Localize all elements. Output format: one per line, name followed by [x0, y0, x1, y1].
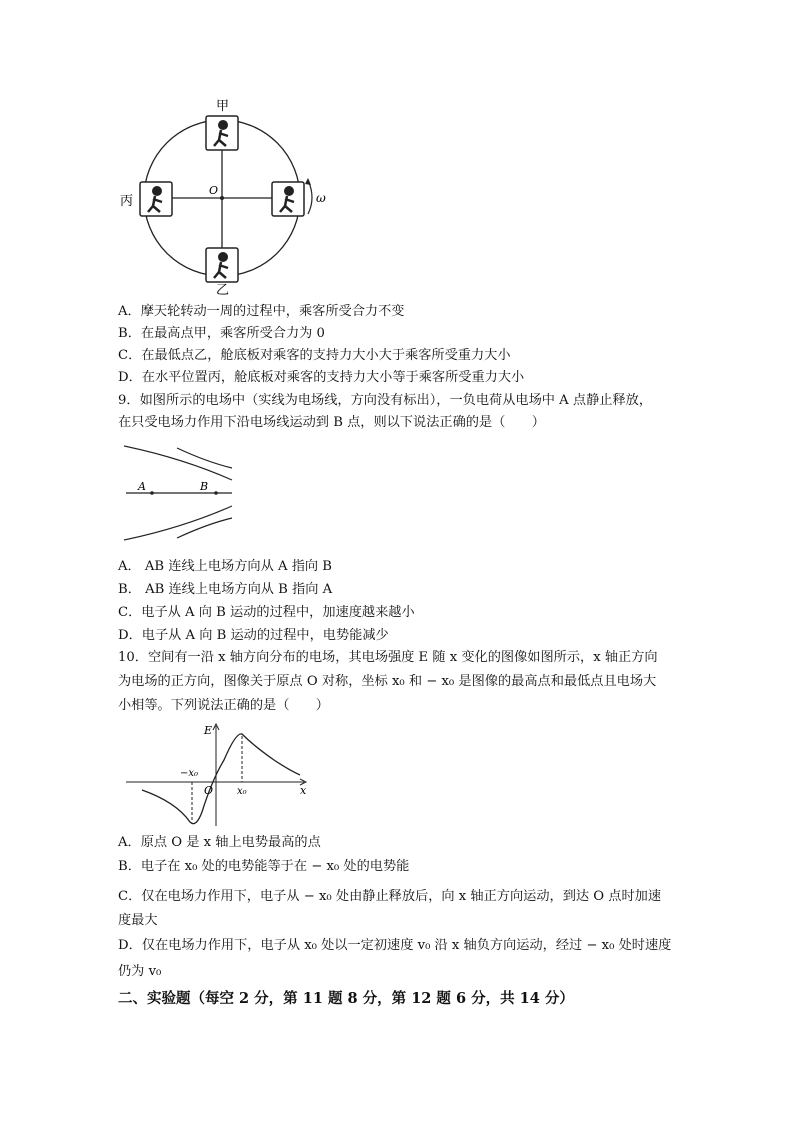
label-o: O — [204, 784, 214, 797]
ferris-wheel-figure — [118, 96, 338, 296]
q10-option-d-line-2: 仍为 v₀ — [118, 964, 162, 979]
field-line-top-inner — [177, 448, 232, 468]
q10-option-b: B．电子在 x₀ 处的电势能等于在 − x₀ 处的电势能 — [118, 859, 410, 874]
cabin-top — [206, 116, 238, 150]
q9-stem-line-1: 9．如图所示的电场中（实线为电场线，方向没有标出），一负电荷从电场中 A 点静止释放， — [118, 393, 653, 408]
q9-stem-line-2: 在只受电场力作用下沿电场线运动到 B 点，则以下说法正确的是（ ） — [118, 415, 545, 430]
q10-option-c-line-2: 度最大 — [118, 913, 158, 928]
section-heading: 二、实验题（每空 2 分，第 11 题 8 分，第 12 题 6 分，共 14 分） — [118, 990, 574, 1007]
q8-option-a: A．摩天轮转动一周的过程中，乘客所受合力不变 — [118, 304, 405, 319]
cabin-bottom — [206, 248, 238, 282]
point-b — [214, 491, 218, 495]
field-lines-figure — [122, 440, 242, 545]
label-x0: x₀ — [237, 786, 247, 797]
q9-option-a: A． AB 连线上电场方向从 A 指向 B — [118, 559, 332, 574]
q10-stem-line-3: 小相等。下列说法正确的是（ ） — [118, 698, 329, 713]
q9-option-c: C．电子从 A 向 B 运动的过程中，加速度越来越小 — [118, 605, 415, 620]
cabin-right — [272, 182, 304, 216]
cabin-left — [140, 182, 172, 216]
field-line-bottom-inner — [177, 518, 232, 538]
q9-option-b: B． AB 连线上电场方向从 B 指向 A — [118, 582, 333, 597]
q8-option-c: C．在最低点乙，舱底板对乘客的支持力大小大于乘客所受重力大小 — [118, 348, 511, 363]
label-a: A — [138, 480, 146, 493]
q10-option-a: A．原点 O 是 x 轴上电势最高的点 — [118, 835, 321, 850]
rotation-arrow-icon — [308, 180, 312, 214]
q8-option-b: B．在最高点甲，乘客所受合力为 0 — [118, 326, 325, 341]
label-neg-x0: −x₀ — [180, 768, 199, 779]
label-x: x — [300, 784, 307, 797]
q10-stem-line-2: 为电场的正方向，图像关于原点 O 对称，坐标 x₀ 和 − x₀ 是图像的最高点和最低点且电场大 — [118, 674, 657, 689]
label-b: B — [200, 480, 209, 493]
label-center: O — [209, 184, 219, 197]
label-left: 丙 — [120, 194, 134, 209]
label-e: E — [204, 724, 213, 737]
label-bottom: 乙 — [216, 283, 230, 296]
wheel-center — [220, 196, 224, 200]
q10-option-d-line-1: D．仅在电场力作用下，电子从 x₀ 处以一定初速度 v₀ 沿 x 轴负方向运动，经过 − x₀ 处时速度 — [118, 938, 672, 953]
point-a — [150, 491, 154, 495]
q8-option-d: D．在水平位置丙，舱底板对乘客的支持力大小等于乘客所受重力大小 — [118, 370, 525, 385]
q10-option-c-line-1: C．仅在电场力作用下，电子从 − x₀ 处由静止释放后，向 x 轴正方向运动，到达 O 点时加速 — [118, 889, 662, 904]
e-x-graph-figure — [124, 720, 314, 830]
label-omega: ω — [316, 191, 326, 205]
q10-stem-line-1: 10．空间有一沿 x 轴方向分布的电场，其电场强度 E 随 x 变化的图像如图所示，x 轴正方向 — [118, 650, 658, 665]
e-curve — [142, 734, 300, 824]
label-top: 甲 — [216, 99, 230, 114]
q9-option-d: D．电子从 A 向 B 运动的过程中，电势能减少 — [118, 628, 389, 643]
